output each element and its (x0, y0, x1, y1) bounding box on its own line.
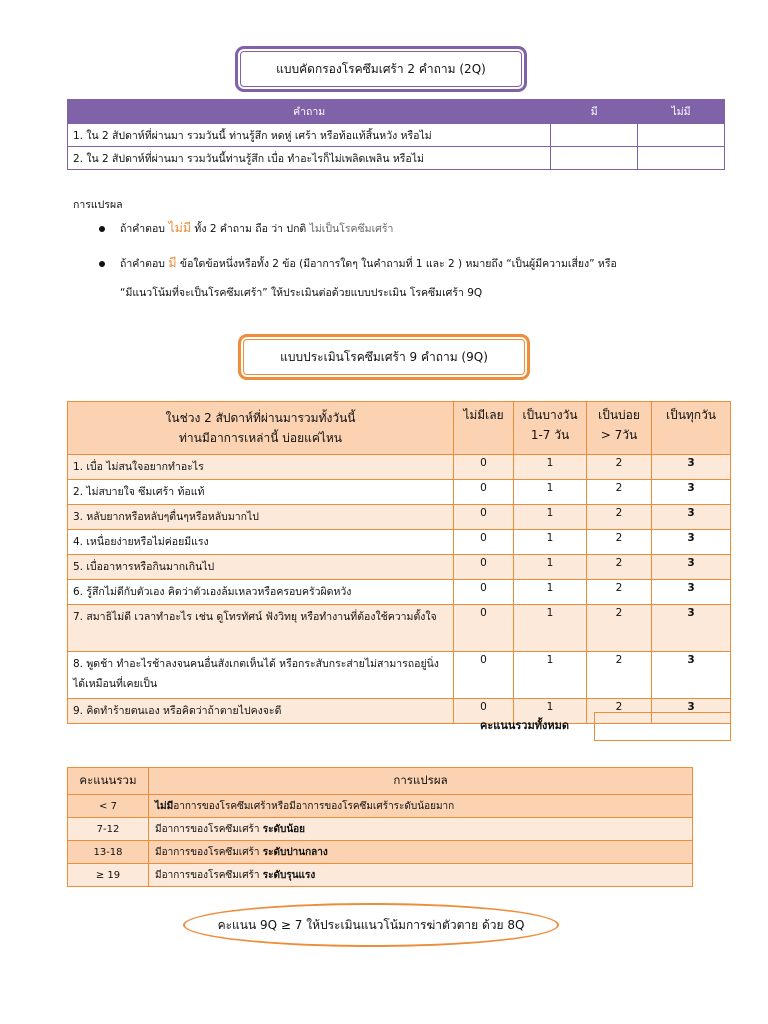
bullet-text: ข้อใดข้อหนึ่งหรือทั้ง 2 ข้อ (มีอาการใดๆ ในคำถามที่ 1 และ 2 ) หมายถึง “เป็นผู้มีความเสี่ยง” หรือ (176, 258, 617, 270)
score-cell[interactable]: 2 (587, 455, 652, 480)
table-row (68, 652, 731, 699)
header-interpretation: การแปรผล (149, 768, 693, 795)
question-cell: 4. เหนื่อยง่ายหรือไม่ค่อยมีแรง (68, 530, 454, 555)
footer-note-oval (183, 903, 559, 947)
score-range-cell: < 7 (68, 795, 149, 818)
score-cell[interactable]: 3 (652, 530, 731, 555)
table-row (68, 455, 731, 480)
score-cell[interactable]: 3 (652, 580, 731, 605)
score-cell[interactable]: 0 (454, 580, 514, 605)
score-cell[interactable]: 0 (454, 699, 514, 724)
score-cell[interactable]: 1 (514, 605, 587, 652)
score-cell[interactable]: 3 (652, 605, 731, 652)
header-none: ไม่มีเลย (454, 402, 514, 455)
table-2q-header (68, 100, 725, 124)
score-cell[interactable]: 3 (652, 480, 731, 505)
table-row (68, 480, 731, 505)
interpretation-bold: ไม่มี (155, 800, 174, 812)
table-row (68, 555, 731, 580)
interpretation-text: มีอาการของโรคซึมเศร้า (155, 846, 263, 858)
score-cell[interactable]: 2 (587, 605, 652, 652)
interpretation-cell (149, 864, 693, 887)
bullet-has-symptom (120, 253, 617, 274)
table-row (68, 505, 731, 530)
interpretation-level: ระดับรุนแรง (262, 869, 316, 881)
score-cell[interactable]: 1 (514, 505, 587, 530)
score-cell[interactable]: 0 (454, 652, 514, 699)
score-cell[interactable]: 2 (587, 580, 652, 605)
total-score-label: คะแนนรวมทั้งหมด (480, 719, 569, 732)
score-cell[interactable]: 0 (454, 455, 514, 480)
score-cell[interactable]: 1 (514, 480, 587, 505)
title-2q-text: แบบคัดกรองโรคซึมเศร้า 2 คำถาม (2Q) (276, 61, 486, 76)
answer-no-cell[interactable] (638, 124, 725, 147)
table-row (68, 124, 725, 147)
header-question-line2: ท่านมีอาการเหล่านี้ บ่อยแค่ไหน (178, 431, 343, 445)
table-row (68, 818, 693, 841)
header-some-line2: 1-7 วัน (530, 428, 570, 442)
table-row (68, 605, 731, 652)
question-cell: 1. เบื่อ ไม่สนใจอยากทำอะไร (68, 455, 454, 480)
question-cell: 3. หลับยากหรือหลับๆตื่นๆหรือหลับมากไป (68, 505, 454, 530)
highlight-yes: มี (168, 255, 177, 270)
interpretation-text: มีอาการของโรคซึมเศร้า (155, 823, 263, 835)
score-cell[interactable]: 2 (587, 699, 652, 724)
footer-note-text: คะแนน 9Q ≥ 7 ให้ประเมินแนวโน้มการฆ่าตัวตาย ด้วย 8Q (217, 917, 525, 932)
bullet-dot (99, 226, 105, 232)
header-question: คำถาม (68, 100, 551, 124)
score-cell[interactable]: 0 (454, 605, 514, 652)
header-everyday: เป็นทุกวัน (652, 402, 731, 455)
header-often (587, 402, 652, 455)
score-cell[interactable]: 2 (587, 652, 652, 699)
score-cell[interactable]: 3 (652, 699, 731, 724)
score-cell[interactable]: 2 (587, 555, 652, 580)
interpretation-cell (149, 795, 693, 818)
total-score-box[interactable] (594, 712, 731, 741)
question-cell: 7. สมาธิไม่ดี เวลาทำอะไร เช่น ดูโทรทัศน์ ฟังวิทยุ หรือทำงานที่ต้องใช้ความตั้งใจ (68, 605, 454, 652)
interpretation-text: มีอาการของโรคซึมเศร้า (155, 869, 263, 881)
header-yes: มี (551, 100, 638, 124)
answer-no-cell[interactable] (638, 147, 725, 170)
header-question-line1: ในช่วง 2 สัปดาห์ที่ผ่านมารวมทั้งวันนี้ (165, 411, 356, 425)
score-range-cell: 13-18 (68, 841, 149, 864)
bullet-text: ทั้ง 2 คำถาม ถือ ว่า ปกติ (191, 223, 310, 235)
score-cell[interactable]: 1 (514, 555, 587, 580)
score-cell[interactable]: 1 (514, 699, 587, 724)
bullet-no-symptom (120, 218, 393, 239)
table-row (68, 864, 693, 887)
score-range-cell: 7-12 (68, 818, 149, 841)
question-cell: 1. ใน 2 สัปดาห์ที่ผ่านมา รวมวันนี้ ท่านรู้สึก หดหู่ เศร้า หรือท้อแท้สิ้นหวัง หรือไม่ (68, 124, 551, 147)
table-row (68, 841, 693, 864)
interpretation-level: ระดับน้อย (262, 823, 306, 835)
question-cell: 2. ไม่สบายใจ ซึมเศร้า ท้อแท้ (68, 480, 454, 505)
score-table-header (68, 768, 693, 795)
score-range-cell: ≥ 19 (68, 864, 149, 887)
question-cell: 6. รู้สึกไม่ดีกับตัวเอง คิดว่าตัวเองล้มเหลวหรือครอบครัวผิดหวัง (68, 580, 454, 605)
title-2q (235, 46, 527, 92)
bullet-has-symptom-cont: “มีแนวโน้มที่จะเป็นโรคซึมเศร้า” ให้ประเมินต่อด้วยแบบประเมิน โรคซึมเศร้า 9Q (120, 287, 483, 299)
score-cell[interactable]: 0 (454, 505, 514, 530)
score-cell[interactable]: 1 (514, 652, 587, 699)
score-cell[interactable]: 3 (652, 455, 731, 480)
score-cell[interactable]: 0 (454, 480, 514, 505)
header-no: ไม่มี (638, 100, 725, 124)
table-9q-body (68, 455, 731, 724)
score-cell[interactable]: 0 (454, 555, 514, 580)
score-cell[interactable]: 3 (652, 652, 731, 699)
header-some-days (514, 402, 587, 455)
header-often-line1: เป็นบ่อย (598, 408, 640, 422)
table-2q (67, 99, 725, 170)
score-cell[interactable]: 1 (514, 455, 587, 480)
interpretation-heading: การแปรผล (73, 199, 123, 211)
highlight-no: ไม่มี (168, 220, 192, 235)
score-cell[interactable]: 2 (587, 530, 652, 555)
table-row (68, 795, 693, 818)
header-question (68, 402, 454, 455)
score-cell[interactable]: 3 (652, 505, 731, 530)
table-row (68, 147, 725, 170)
question-cell: 2. ใน 2 สัปดาห์ที่ผ่านมา รวมวันนี้ท่านรู้สึก เบื่อ ทำอะไรก็ไม่เพลิดเพลิน หรือไม่ (68, 147, 551, 170)
table-9q-header (68, 402, 731, 455)
interpretation-text: อาการของโรคซึมเศร้าหรือมีอาการของโรคซึมเศร้าระดับน้อยมาก (173, 800, 455, 812)
interpretation-cell (149, 841, 693, 864)
header-total-score: คะแนนรวม (68, 768, 149, 795)
question-cell: 5. เบื่ออาหารหรือกินมากเกินไป (68, 555, 454, 580)
title-9q-text: แบบประเมินโรคซึมเศร้า 9 คำถาม (9Q) (280, 349, 488, 364)
header-often-line2: > 7วัน (600, 428, 638, 442)
bullet-dot (99, 261, 105, 267)
score-cell[interactable]: 0 (454, 530, 514, 555)
question-cell: 9. คิดทำร้ายตนเอง หรือคิดว่าถ้าตายไปคงจะดี (68, 699, 454, 724)
score-cell[interactable]: 3 (652, 555, 731, 580)
question-cell: 8. พูดช้า ทำอะไรช้าลงจนคนอื่นสังเกตเห็นได้ หรือกระสับกระส่ายไม่สามารถอยู่นิ่งได้เหมือนที่เคยเป็น (68, 652, 454, 699)
answer-yes-cell[interactable] (551, 147, 638, 170)
table-row (68, 580, 731, 605)
table-row (68, 530, 731, 555)
interpretation-cell (149, 818, 693, 841)
interpretation-level: ระดับปานกลาง (262, 846, 328, 858)
answer-yes-cell[interactable] (551, 124, 638, 147)
score-cell[interactable]: 1 (514, 530, 587, 555)
bullet-muted-text: ไม่เป็นโรคซึมเศร้า (309, 223, 394, 235)
header-some-line1: เป็นบางวัน (522, 408, 578, 422)
score-cell[interactable]: 2 (587, 505, 652, 530)
title-9q (238, 334, 530, 380)
table-score-interpretation (67, 767, 693, 887)
score-cell[interactable]: 1 (514, 580, 587, 605)
bullet-text: ถ้าคำตอบ (120, 223, 169, 235)
score-cell[interactable]: 2 (587, 480, 652, 505)
table-9q (67, 401, 731, 724)
bullet-text: ถ้าคำตอบ (120, 258, 169, 270)
score-table-body (68, 795, 693, 887)
